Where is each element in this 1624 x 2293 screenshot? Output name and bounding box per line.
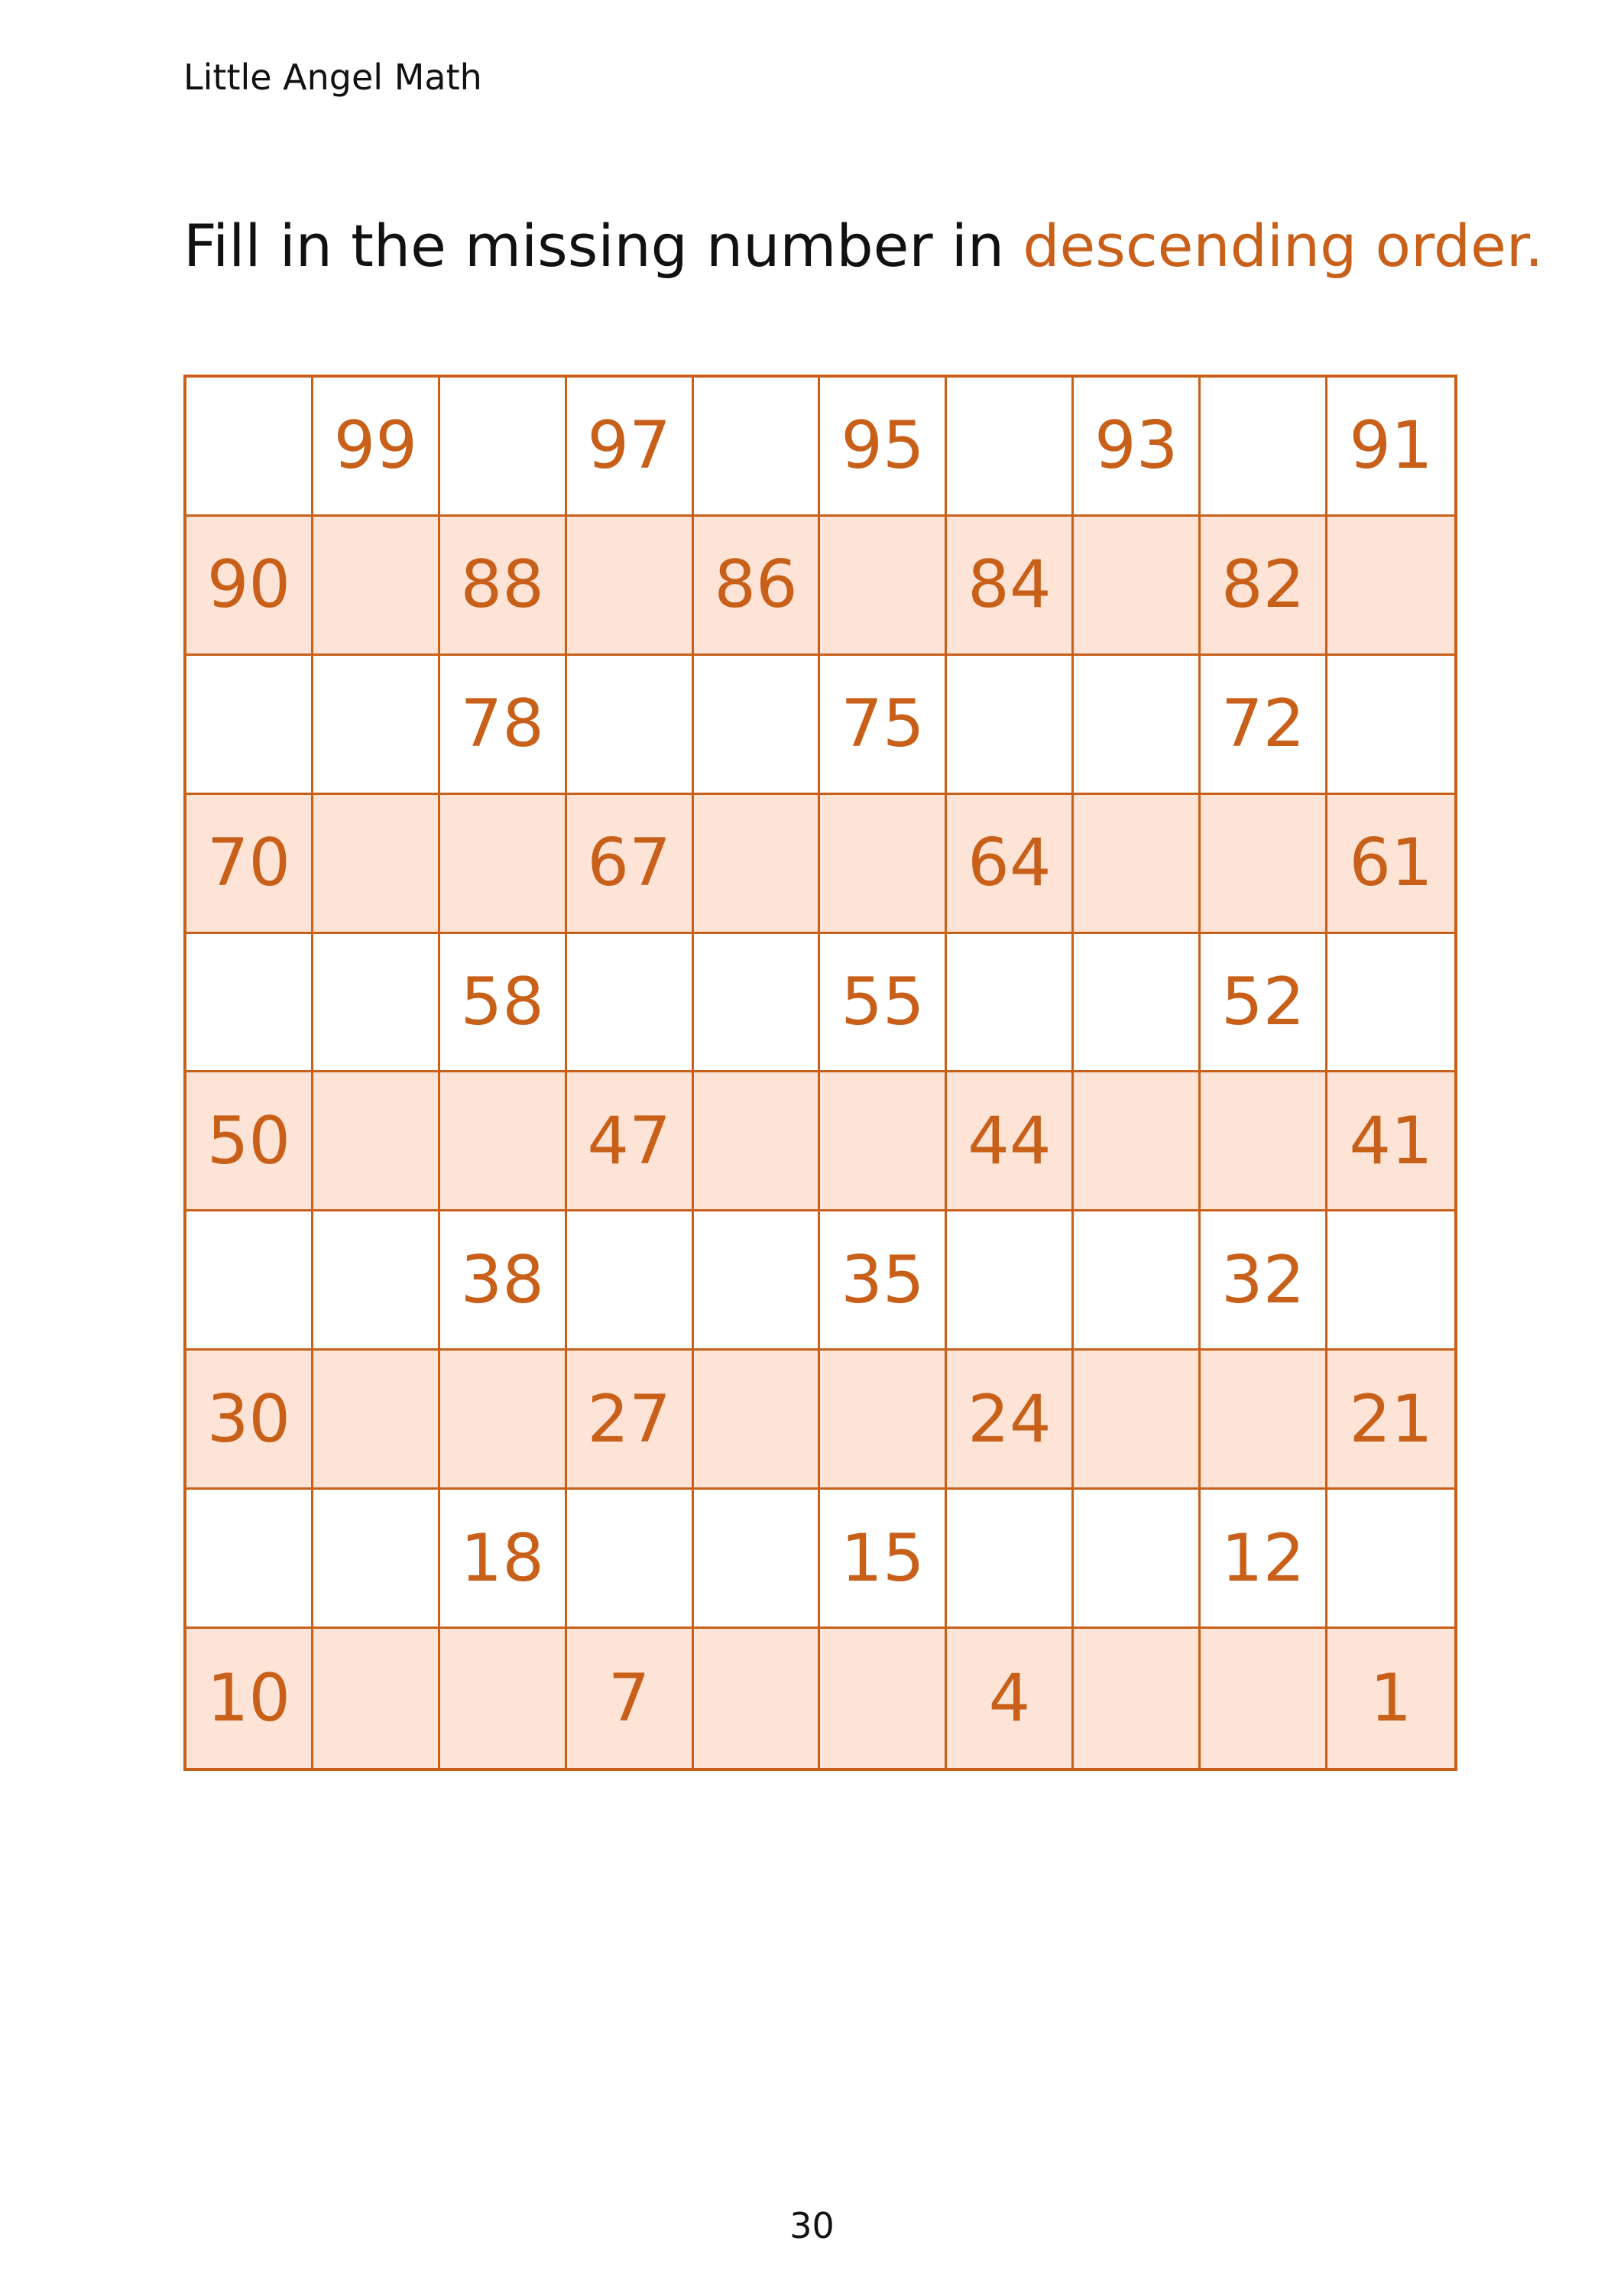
blank-cell[interactable] bbox=[1074, 795, 1201, 934]
number-cell: 67 bbox=[567, 795, 694, 934]
number-cell: 88 bbox=[440, 517, 567, 656]
number-cell: 27 bbox=[567, 1351, 694, 1490]
blank-cell[interactable] bbox=[313, 1351, 440, 1490]
number-cell: 32 bbox=[1201, 1211, 1327, 1351]
number-cell: 82 bbox=[1201, 517, 1327, 656]
blank-cell[interactable] bbox=[313, 1490, 440, 1629]
number-cell: 7 bbox=[567, 1629, 694, 1768]
number-cell: 84 bbox=[947, 517, 1074, 656]
number-cell: 52 bbox=[1201, 934, 1327, 1073]
number-cell: 15 bbox=[820, 1490, 947, 1629]
number-cell: 4 bbox=[947, 1629, 1074, 1768]
number-cell: 47 bbox=[567, 1072, 694, 1211]
number-cell: 10 bbox=[186, 1629, 313, 1768]
page-number: 30 bbox=[789, 2205, 835, 2246]
blank-cell[interactable] bbox=[186, 656, 313, 795]
blank-cell[interactable] bbox=[313, 934, 440, 1073]
instruction-emphasis: descending order. bbox=[1023, 212, 1544, 280]
blank-cell[interactable] bbox=[820, 1351, 947, 1490]
blank-cell[interactable] bbox=[1327, 1211, 1454, 1351]
number-cell: 41 bbox=[1327, 1072, 1454, 1211]
blank-cell[interactable] bbox=[313, 656, 440, 795]
blank-cell[interactable] bbox=[313, 795, 440, 934]
blank-cell[interactable] bbox=[1074, 1211, 1201, 1351]
blank-cell[interactable] bbox=[1074, 1072, 1201, 1211]
blank-cell[interactable] bbox=[694, 1629, 821, 1768]
blank-cell[interactable] bbox=[820, 795, 947, 934]
blank-cell[interactable] bbox=[567, 517, 694, 656]
blank-cell[interactable] bbox=[313, 1629, 440, 1768]
blank-cell[interactable] bbox=[947, 1211, 1074, 1351]
blank-cell[interactable] bbox=[440, 1072, 567, 1211]
blank-cell[interactable] bbox=[694, 1351, 821, 1490]
number-cell: 12 bbox=[1201, 1490, 1327, 1629]
blank-cell[interactable] bbox=[1327, 934, 1454, 1073]
blank-cell[interactable] bbox=[1201, 1629, 1327, 1768]
instruction-text bbox=[183, 212, 1544, 280]
blank-cell[interactable] bbox=[440, 1351, 567, 1490]
blank-cell[interactable] bbox=[313, 1072, 440, 1211]
blank-cell[interactable] bbox=[313, 1211, 440, 1351]
number-cell: 18 bbox=[440, 1490, 567, 1629]
number-cell: 50 bbox=[186, 1072, 313, 1211]
blank-cell[interactable] bbox=[820, 1072, 947, 1211]
blank-cell[interactable] bbox=[1201, 378, 1327, 517]
blank-cell[interactable] bbox=[947, 1490, 1074, 1629]
number-cell: 72 bbox=[1201, 656, 1327, 795]
blank-cell[interactable] bbox=[694, 795, 821, 934]
number-cell: 99 bbox=[313, 378, 440, 517]
number-cell: 55 bbox=[820, 934, 947, 1073]
blank-cell[interactable] bbox=[1074, 517, 1201, 656]
number-cell: 95 bbox=[820, 378, 947, 517]
number-cell: 90 bbox=[186, 517, 313, 656]
blank-cell[interactable] bbox=[694, 378, 821, 517]
number-cell: 93 bbox=[1074, 378, 1201, 517]
blank-cell[interactable] bbox=[1201, 795, 1327, 934]
number-cell: 58 bbox=[440, 934, 567, 1073]
blank-cell[interactable] bbox=[1074, 1490, 1201, 1629]
blank-cell[interactable] bbox=[947, 378, 1074, 517]
blank-cell[interactable] bbox=[186, 1211, 313, 1351]
number-cell: 35 bbox=[820, 1211, 947, 1351]
number-cell: 24 bbox=[947, 1351, 1074, 1490]
blank-cell[interactable] bbox=[1074, 1351, 1201, 1490]
blank-cell[interactable] bbox=[313, 517, 440, 656]
number-cell: 38 bbox=[440, 1211, 567, 1351]
blank-cell[interactable] bbox=[440, 378, 567, 517]
blank-cell[interactable] bbox=[694, 656, 821, 795]
blank-cell[interactable] bbox=[440, 795, 567, 934]
blank-cell[interactable] bbox=[947, 656, 1074, 795]
number-cell: 91 bbox=[1327, 378, 1454, 517]
blank-cell[interactable] bbox=[1327, 517, 1454, 656]
book-title: Little Angel Math bbox=[183, 57, 482, 98]
number-cell: 70 bbox=[186, 795, 313, 934]
blank-cell[interactable] bbox=[694, 1211, 821, 1351]
number-grid bbox=[183, 375, 1457, 1771]
blank-cell[interactable] bbox=[694, 1072, 821, 1211]
blank-cell[interactable] bbox=[1074, 934, 1201, 1073]
blank-cell[interactable] bbox=[820, 1629, 947, 1768]
number-cell: 86 bbox=[694, 517, 821, 656]
blank-cell[interactable] bbox=[1201, 1351, 1327, 1490]
blank-cell[interactable] bbox=[820, 517, 947, 656]
number-cell: 75 bbox=[820, 656, 947, 795]
blank-cell[interactable] bbox=[1074, 656, 1201, 795]
blank-cell[interactable] bbox=[1327, 1490, 1454, 1629]
number-cell: 97 bbox=[567, 378, 694, 517]
number-cell: 78 bbox=[440, 656, 567, 795]
instruction-prefix: Fill in the missing number in bbox=[183, 212, 1023, 280]
blank-cell[interactable] bbox=[186, 934, 313, 1073]
blank-cell[interactable] bbox=[186, 378, 313, 517]
blank-cell[interactable] bbox=[567, 1490, 694, 1629]
number-cell: 1 bbox=[1327, 1629, 1454, 1768]
blank-cell[interactable] bbox=[1327, 656, 1454, 795]
blank-cell[interactable] bbox=[567, 656, 694, 795]
number-cell: 61 bbox=[1327, 795, 1454, 934]
blank-cell[interactable] bbox=[186, 1490, 313, 1629]
blank-cell[interactable] bbox=[694, 1490, 821, 1629]
number-cell: 44 bbox=[947, 1072, 1074, 1211]
blank-cell[interactable] bbox=[1074, 1629, 1201, 1768]
blank-cell[interactable] bbox=[440, 1629, 567, 1768]
blank-cell[interactable] bbox=[567, 1211, 694, 1351]
number-cell: 30 bbox=[186, 1351, 313, 1490]
blank-cell[interactable] bbox=[1201, 1072, 1327, 1211]
number-cell: 64 bbox=[947, 795, 1074, 934]
number-cell: 21 bbox=[1327, 1351, 1454, 1490]
blank-cell[interactable] bbox=[567, 934, 694, 1073]
blank-cell[interactable] bbox=[694, 934, 821, 1073]
blank-cell[interactable] bbox=[947, 934, 1074, 1073]
